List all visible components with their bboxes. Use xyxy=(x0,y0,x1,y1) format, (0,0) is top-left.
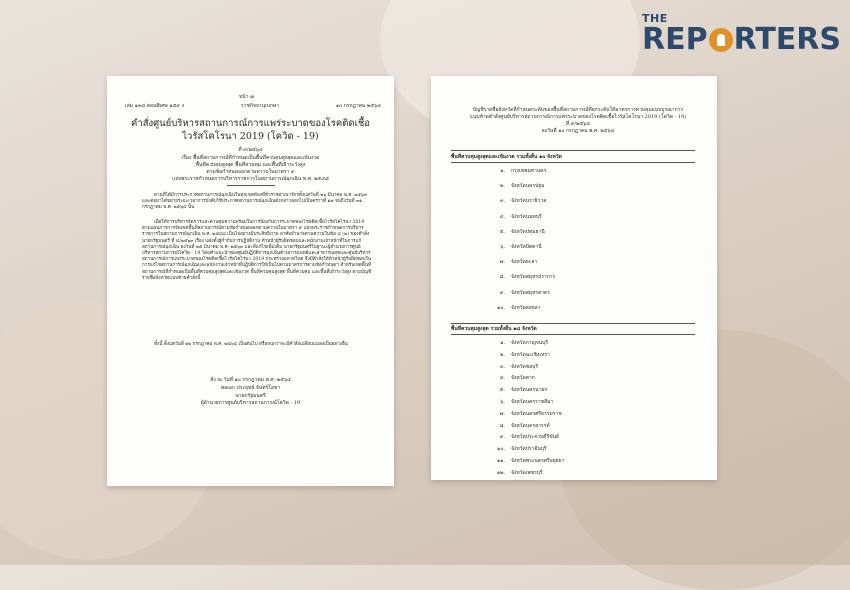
province-name: จังหวัดนครสวรรค์ xyxy=(511,422,550,429)
province-name: จังหวัดนครศรีธรรมราช xyxy=(511,410,562,417)
province-name: จังหวัดนราธิวาส xyxy=(511,198,547,205)
list-item xyxy=(491,411,562,417)
signing-date: สั่ง ณ วันที่ ๑๐ กรกฎาคม พ.ศ. ๒๕๖๔ xyxy=(210,377,291,383)
signer-position: นายกรัฐมนตรี xyxy=(235,393,266,399)
subject-line2: พื้นที่ควบคุมสูงสุด พื้นที่ควบคุม และพื้นที่เฝ้าระวังสูง xyxy=(195,162,306,168)
section-max-strict-title: พื้นที่ควบคุมสูงสุดและเข้มงวด รวมทั้งสิ้น ๑๐ จังหวัด xyxy=(451,154,562,160)
page-number: หน้า ๗ xyxy=(239,94,254,100)
logo-part2: RTERS xyxy=(733,22,842,57)
list-item-number: ๗. xyxy=(499,259,505,266)
province-name: จังหวัดตาก xyxy=(511,375,535,382)
logo-the-text: THE xyxy=(642,12,668,25)
list-item xyxy=(491,423,550,429)
list-item xyxy=(491,290,550,296)
list-item-number: ๓. xyxy=(499,363,505,370)
paragraph-3: ทั้งนี้ ตั้งแต่วันที่ ๑๒ กรกฎาคม พ.ศ. ๒๕๖๔ เป็นต้นไป หรือจนกว่าจะมีคำสั่งเปลี่ยนแปลงเป็นอย่างอื่น xyxy=(154,342,348,347)
document-title-line2: ไวรัสโคโรนา 2019 (โควิด - 19) xyxy=(182,131,319,142)
list-item-number: ๔. xyxy=(499,213,505,220)
list-item xyxy=(491,305,541,311)
list-item xyxy=(491,168,546,174)
list-item xyxy=(491,458,564,464)
province-name: จังหวัดนครนายก xyxy=(511,387,548,394)
list-item-number: ๖. xyxy=(500,244,505,250)
list-item-number: ๑. xyxy=(500,340,505,346)
list-item xyxy=(491,434,559,440)
gazette-name: ราชกิจจานุเบกษา xyxy=(241,103,280,109)
province-name: กรุงเทพมหานคร xyxy=(511,168,547,174)
order-document-page xyxy=(107,76,394,486)
list-item-number: ๑๒. xyxy=(496,469,505,476)
logo-o-icon xyxy=(709,28,733,52)
paragraph-1: ตามที่ได้มีการประกาศสถานการณ์ฉุกเฉินในทุกเขตท้องที่ทั่วราชอาณาจักรตั้งแต่วันที่ ๒๖ มีนาคม พ.ศ. ๒๕๖๓ และต่อมาได้ขยายระยะเวลาการบังคับใช้ประกาศสถานการณ์ฉุกเฉินดังกล่าวออกไปเป็นคราวที่ ๑๒ จนถึงวันที่ ๓๑ กรกฎาคม พ.ศ. ๒๕๖๔ นั้น xyxy=(142,193,367,211)
list-item xyxy=(491,340,548,346)
province-name: จังหวัดปัตตานี xyxy=(511,244,542,250)
order-number: ที่ ๙/๒๕๖๔ xyxy=(238,147,263,153)
province-name: จังหวัดสมุทรสาคร xyxy=(511,289,550,296)
province-name: จังหวัดปราจีนบุรี xyxy=(511,446,547,453)
the-reporters-logo xyxy=(642,10,842,62)
paragraph-2: เพื่อให้การบริหารจัดการและควบคุมความพร้อมในการป้องกันการระบาดของโรคติดเชื้อไวรัสโคโรนา 2019 ตามแผนการการจัดเขตพื้นที่สถานการณ์ตามข้อกำหนดออกตามความในมาตรา ๙ แห่งพระราชกำหนดการบริหารราชการในสถานการณ์ฉุกเฉิน พ.ศ. ๒๕๔๘ เป็นไปอย่างมีประสิทธิภาพ อาศัยอำนาจตามความในข้อ ๔ (๒) ของคำสั่งนายกรัฐมนตรี ที่ ๔/๒๕๖๓ เรื่อง แต่งตั้งผู้กำกับการปฏิบัติงาน หัวหน้าผู้รับผิดชอบและพนักงานเจ้าหน้าที่ในการแก้สถานการณ์ฉุกเฉิน ลงวันที่ ๒๕ มีนาคม พ.ศ. ๒๕๖๓ และที่แก้ไขเพิ่มเติม นายกรัฐมนตรีในฐานะผู้อำนวยการศูนย์บริหารสถานการณ์โควิด - 19 โดยคำแนะนำของศูนย์ปฏิบัติการฉุกเฉินด้านการแพทย์และสาธารณสุขและศูนย์บริหารสถานการณ์การแพร่ระบาดของโรคติดเชื้อไวรัสโคโรนา 2019 กระทรวงมหาดไทย จึงมีคำสั่งให้หัวหน้าผู้รับผิดชอบในการแก้ไขสถานการณ์ฉุกเฉินและพนักงานเจ้าหน้าที่ปฏิบัติการให้เป็นไปตามมาตรการตามข้อกำหนดฯ สำหรับเขตพื้นที่สถานการณ์ที่กำหนดเป็นพื้นที่ควบคุมสูงสุดและเข้มงวด พื้นที่ควบคุมสูงสุด พื้นที่ควบคุม และพื้นที่เฝ้าระวังสูง ตามบัญชีรายชื่อจังหวัดแนบท้ายคำสั่งนี้ xyxy=(142,220,372,281)
document-title: คำสั่งศูนย์บริหารสถานการณ์การแพร่ระบาดของโรคติดเชื้อ xyxy=(131,118,370,129)
list-item-number: ๙. xyxy=(499,289,505,296)
list-item-number: ๒. xyxy=(500,351,505,358)
list-item-number: ๘. xyxy=(499,422,505,429)
signer-name: พลเอก ประยุทธ์ จันทร์โอชา xyxy=(220,385,281,391)
section-rule xyxy=(451,323,695,324)
province-name: จังหวัดเพชรบุรี xyxy=(511,469,543,476)
province-name: จังหวัดนนทบุรี xyxy=(511,213,542,220)
province-list-page xyxy=(431,76,717,480)
list-item xyxy=(491,375,535,381)
province-name: จังหวัดประจวบคีรีขันธ์ xyxy=(511,434,560,441)
gazette-date: ๑๐ กรกฎาคม ๒๕๖๔ xyxy=(335,103,381,109)
list-item-number: ๒. xyxy=(500,183,505,190)
list-item xyxy=(491,387,547,393)
province-name: จังหวัดนครปฐม xyxy=(511,183,545,190)
list-item-number: ๔. xyxy=(499,375,505,382)
list-item xyxy=(491,470,543,476)
province-name: จังหวัดกาญจนบุรี xyxy=(511,340,549,346)
list-heading-line2: แนบท้ายคำสั่งศูนย์บริหารสถานการณ์การแพร่ระบาดของโรคติดเชื้อไวรัสโคโรนา 2019 (โควิด - 19) xyxy=(469,114,687,120)
list-item xyxy=(491,259,537,265)
province-name: จังหวัดฉะเชิงเทรา xyxy=(511,351,550,358)
list-item-number: ๗. xyxy=(499,410,505,417)
list-item-number: ๑๑. xyxy=(497,458,505,464)
list-item xyxy=(491,352,550,358)
list-item xyxy=(491,274,555,280)
list-item xyxy=(491,446,547,452)
list-item-number: ๓. xyxy=(499,198,505,205)
divider xyxy=(227,185,275,186)
section-rule xyxy=(451,162,695,163)
list-item-number: ๕. xyxy=(499,228,505,235)
section-rule xyxy=(451,334,695,335)
list-item xyxy=(491,198,546,204)
list-item-number: ๖. xyxy=(500,399,505,405)
list-item-number: ๙. xyxy=(499,434,505,441)
volume-info: เล่ม ๑๓๘ ตอนพิเศษ ๑๕๙ ง xyxy=(125,103,185,109)
section-rule xyxy=(451,150,695,151)
list-item xyxy=(491,364,538,370)
list-item xyxy=(491,229,545,235)
gazette-header xyxy=(125,103,381,109)
list-item xyxy=(491,183,544,189)
list-heading-line4: ลงวันที่ ๑๐ กรกฎาคม พ.ศ. ๒๕๖๔ xyxy=(541,128,615,134)
list-item-number: ๑๐. xyxy=(497,304,505,311)
section-max-control-title: พื้นที่ควบคุมสูงสุด รวมทั้งสิ้น ๑๘ จังหวัด xyxy=(451,326,537,332)
list-heading-line1: บัญชีรายชื่อจังหวัดที่กำหนดระดับของพื้นที่สถานการณ์ที่ยกระดับให้มาตรการควบคุมแบบบูรณาการ xyxy=(472,107,684,113)
list-item-number: ๕. xyxy=(499,387,505,394)
list-item-number: ๑๐. xyxy=(497,446,505,453)
province-name: จังหวัดสมุทรปราการ xyxy=(511,274,556,281)
province-name: จังหวัดปทุมธานี xyxy=(511,228,545,235)
signer-position-2: ผู้อำนวยการศูนย์บริหารสถานการณ์โควิด - 19 xyxy=(200,400,301,406)
province-name: จังหวัดสงขลา xyxy=(511,304,541,311)
list-heading-line3: ที่ ๙/๒๕๖๔ xyxy=(565,121,591,127)
subject-line1: เรื่อง พื้นที่สถานการณ์ที่กำหนดเป็นพื้นที่ควบคุมสูงสุดและเข้มงวด xyxy=(181,155,320,161)
logo-wordmark xyxy=(642,22,841,57)
province-name: จังหวัดพระนครศรีอยุธยา xyxy=(511,458,565,464)
province-name: จังหวัดนครราชสีมา xyxy=(511,399,554,405)
list-item xyxy=(491,244,542,250)
list-item xyxy=(491,399,553,405)
list-item-number: ๘. xyxy=(499,274,505,281)
list-item-number: ๑. xyxy=(500,168,505,174)
province-name: จังหวัดชลบุรี xyxy=(511,363,539,370)
subject-line3: ตามข้อกำหนดออกตามความในมาตรา ๙ xyxy=(206,169,295,175)
list-item xyxy=(491,214,542,220)
logo-part1: REP xyxy=(642,22,708,57)
province-name: จังหวัดยะลา xyxy=(511,259,538,266)
subject-line4: แห่งพระราชกำหนดการบริหารราชการในสถานการณ์ฉุกเฉิน พ.ศ. ๒๕๔๘ xyxy=(172,176,329,182)
